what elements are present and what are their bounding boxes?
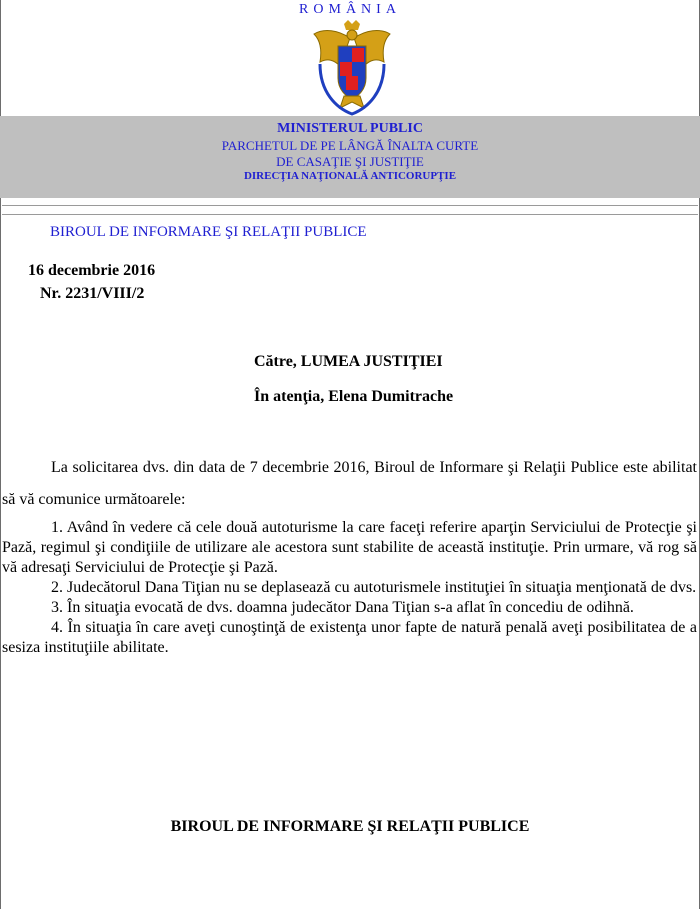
signature-office: BIROUL DE INFORMARE ŞI RELAŢII PUBLICE (170, 818, 530, 835)
intro-paragraph: La solicitarea dvs. din data de 7 decembrie 2016, Biroul de Informare şi Relaţii Publice este abilitat să vă comunice următoarele: (2, 459, 697, 508)
country-name: ROMÂNIA (299, 2, 401, 17)
prosecutor-office-line1: PARCHETUL DE PE LÂNGĂ ÎNALTA CURTE (221, 138, 479, 153)
document-date: 16 decembrie 2016 (28, 262, 156, 279)
addressee-attention: În atenţia, Elena Dumitrache (254, 388, 454, 405)
romanian-coat-of-arms-icon (310, 20, 394, 116)
list-item: 3. În situaţia evocată de dvs. doamna judecător Dana Tiţian s-a aflat în concediu de odihnă. (51, 599, 634, 616)
institution-name: MINISTERUL PUBLIC (277, 121, 423, 136)
office-name: BIROUL DE INFORMARE ŞI RELAŢII PUBLICE (50, 224, 367, 240)
list-item: 1. Având în vedere că cele două autoturisme la care faceţi referire aparţin Serviciului de Protecţie şi Pază, regimul şi condiţiile de utilizare ale acestora sunt stabilite de această instituţie. Prin urmare, vă rog să vă adresaţi Serviciului de Protecţie şi Pază. (2, 519, 697, 576)
list-item: 4. În situaţia în care aveţi cunoştinţă de existenţa unor fapte de natură penală aveţi posibilitatea de a sesiza instituţiile abilitate. (2, 619, 697, 656)
registration-number: Nr. 2231/VIII/2 (40, 285, 145, 302)
directorate-name: DIRECŢIA NAŢIONALĂ ANTICORUPŢIE (243, 170, 457, 182)
list-item: 2. Judecătorul Dana Tiţian nu se deplasează cu autoturismele instituţiei în situaţia menţionată de dvs. (51, 579, 697, 596)
header-divider-bottom (2, 214, 698, 215)
prosecutor-office-line2: DE CASAŢIE ŞI JUSTIŢIE (276, 154, 424, 169)
header-divider-top (2, 205, 698, 206)
addressee-to: Către, LUMEA JUSTIŢIEI (254, 353, 443, 370)
numbered-items (2, 518, 697, 658)
